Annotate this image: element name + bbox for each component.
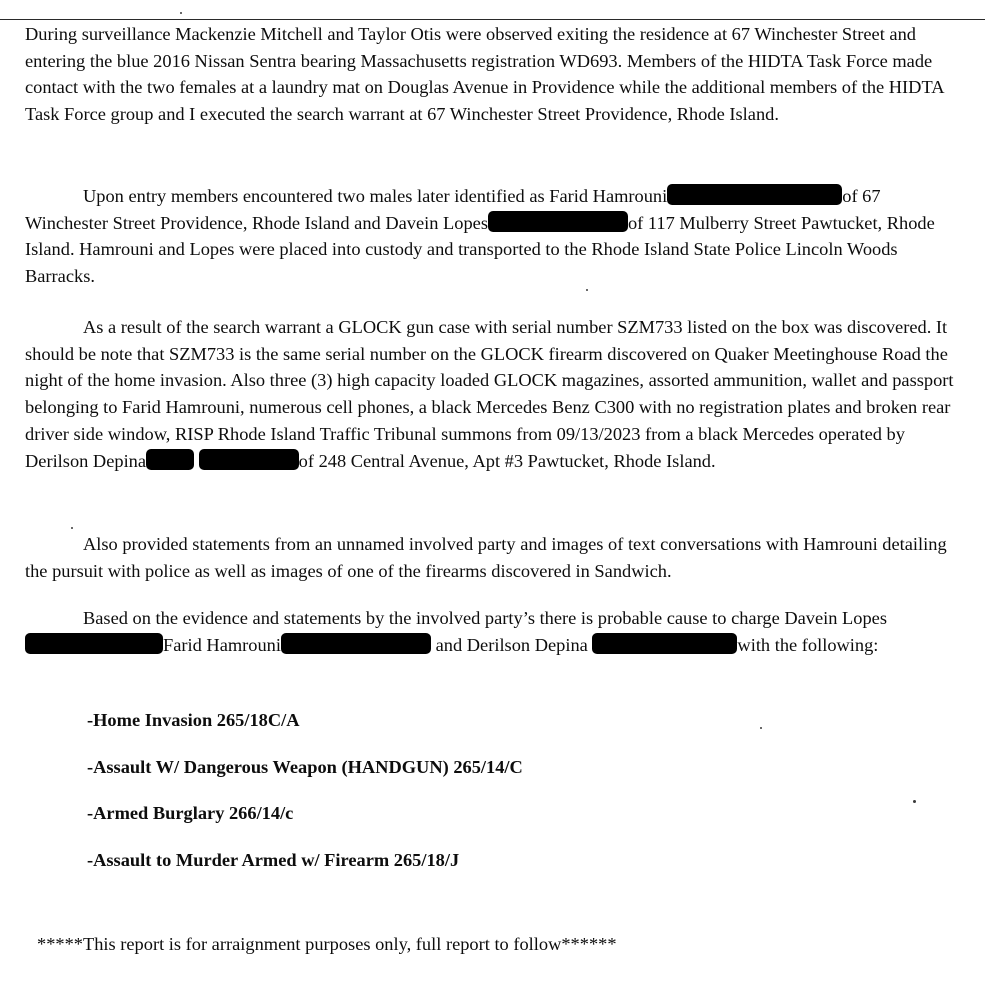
top-rule <box>0 19 985 20</box>
scan-speck <box>71 527 73 529</box>
paragraph-entry-text-1: Upon entry members encountered two males later identified as Farid Hamrouni <box>83 186 668 206</box>
paragraph-search-results <box>25 314 965 474</box>
redaction-block <box>25 633 163 654</box>
paragraph-search-results-text-2: of 248 Central Avenue, Apt #3 Pawtucket, Rhode Island. <box>298 450 716 471</box>
paragraph-probable-cause-text-4: with the following: <box>737 634 879 655</box>
scan-speck <box>180 12 182 14</box>
redaction-block <box>199 449 299 470</box>
redaction-block <box>281 633 431 654</box>
charge-item: -Assault to Murder Armed w/ Firearm 265/18/J <box>87 850 460 870</box>
redaction-block <box>146 449 194 470</box>
paragraph-statements <box>25 531 965 584</box>
paragraph-probable-cause-text-3: and Derilson Depina <box>435 634 588 655</box>
redaction-block <box>488 211 628 232</box>
paragraph-search-results-text-1: As a result of the search warrant a GLOCK gun case with serial number SZM733 listed on the box was discovered. It should be note that SZM733 is the same serial number on the GLOCK firearm discovered on Quaker Meetinghouse Road the night of the home invasion. Also three (3) high capacity loaded GLOCK magazines, assorted ammunition, wallet and passport belonging to Farid Hamrouni, numerous cell phones, a black Mercedes Benz C300 with no registration plates and broken rear driver side window, RISP Rhode Island Traffic Tribunal summons from 09/13/2023 from a black Mercedes operated by Derilson Depina <box>25 317 954 471</box>
charge-item: -Armed Burglary 266/14/c <box>87 803 294 823</box>
redaction-block <box>667 184 842 205</box>
charge-item: -Assault W/ Dangerous Weapon (HANDGUN) 265/14/C <box>87 757 523 777</box>
paragraph-entry-text-2: of 67 Winchester Street Providence, Rhode Island and Davein Lopes <box>25 186 881 233</box>
redaction-block <box>592 633 737 654</box>
paragraph-entry <box>25 183 965 290</box>
paragraph-surveillance <box>25 21 965 128</box>
paragraph-surveillance-text: During surveillance Mackenzie Mitchell and Taylor Otis were observed exiting the residence at 67 Winchester Street and entering the blue 2016 Nissan Sentra bearing Massachusetts registration WD693. Members of the HIDTA Task Force made contact with the two females at a laundry mat on Douglas Avenue in Providence while the additional members of the HIDTA Task Force group and I executed the search warrant at 67 Winchester Street Providence, Rhode Island. <box>25 24 944 125</box>
paragraph-entry-text-3: of 117 Mulberry Street Pawtucket, Rhode Island. Hamrouni and Lopes were placed into custody and transported to the Rhode Island State Police Lincoln Woods Barracks. <box>25 212 935 287</box>
paragraph-statements-text: Also provided statements from an unnamed involved party and images of text conversations with Hamrouni detailing the pursuit with police as well as images of one of the firearms discovered in Sandwich. <box>25 534 947 581</box>
paragraph-probable-cause-text-1: Based on the evidence and statements by the involved party’s there is probable cause to charge Davein Lopes <box>83 608 887 628</box>
scan-speck <box>760 727 762 729</box>
scan-speck <box>913 800 916 803</box>
report-footer-note: *****This report is for arraignment purposes only, full report to follow****** <box>37 934 617 954</box>
paragraph-probable-cause-text-2: Farid Hamrouni <box>163 634 281 655</box>
paragraph-probable-cause <box>25 605 965 658</box>
charge-item: -Home Invasion 265/18C/A <box>87 710 300 730</box>
